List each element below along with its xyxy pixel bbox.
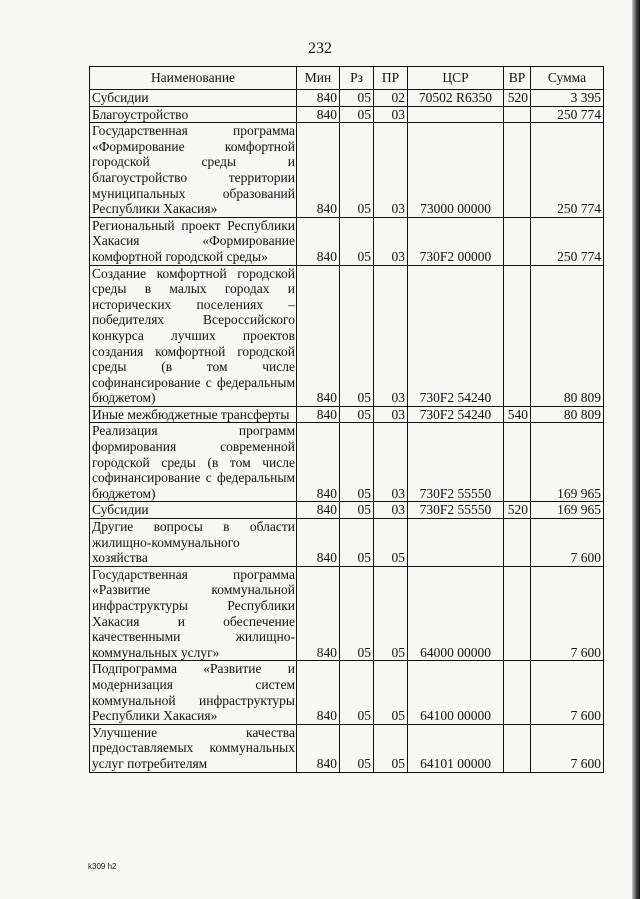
row-rz: 05 [340,519,374,567]
row-pr: 02 [374,90,408,107]
table-header-row [90,67,604,90]
row-vr [504,566,531,661]
row-rz: 05 [340,661,374,724]
row-pr: 05 [374,566,408,661]
header-min: Мин [297,67,340,90]
row-sum: 7 600 [531,566,604,661]
row-pr: 03 [374,106,408,123]
row-rz: 05 [340,217,374,265]
row-sum: 80 809 [531,265,604,406]
table-row [90,106,604,123]
table-row [90,519,604,567]
row-csr: 730F2 55550 [408,423,504,502]
row-vr [504,106,531,123]
row-csr: 730F2 54240 [408,265,504,406]
header-pr: ПР [374,67,408,90]
row-sum: 169 965 [531,423,604,502]
row-min: 840 [297,217,340,265]
table-row [90,406,604,423]
row-rz: 05 [340,106,374,123]
row-sum: 7 600 [531,724,604,772]
row-csr: 70502 R6350 [408,90,504,107]
table-row [90,123,604,218]
budget-table [89,66,604,773]
row-rz: 05 [340,423,374,502]
row-vr [504,423,531,502]
row-sum: 250 774 [531,106,604,123]
row-min: 840 [297,106,340,123]
row-vr [504,519,531,567]
row-rz: 05 [340,502,374,519]
header-csr: ЦСР [408,67,504,90]
header-rz: Рз [340,67,374,90]
row-sum: 250 774 [531,217,604,265]
row-vr: 520 [504,90,531,107]
row-name: Улучшение качества предоставляемых коммунальных услуг потребителям [90,724,297,772]
row-min: 840 [297,502,340,519]
table-row [90,724,604,772]
table-row [90,502,604,519]
row-vr [504,661,531,724]
row-csr: 730F2 00000 [408,217,504,265]
row-name: Создание комфортной городской среды в малых городах и исторических поселениях – победителях Всероссийского конкурса лучших проектов создания комфортной городской среды (в том числе софинансирование с федеральным бюджетом) [90,265,297,406]
row-sum: 250 774 [531,123,604,218]
row-pr: 03 [374,265,408,406]
row-sum: 169 965 [531,502,604,519]
footer-code: k309 h2 [88,862,117,871]
row-csr: 730F2 54240 [408,406,504,423]
row-sum: 80 809 [531,406,604,423]
row-vr [504,724,531,772]
table-row [90,661,604,724]
row-min: 840 [297,265,340,406]
row-sum: 3 395 [531,90,604,107]
row-csr: 73000 00000 [408,123,504,218]
row-rz: 05 [340,566,374,661]
row-min: 840 [297,90,340,107]
row-rz: 05 [340,123,374,218]
row-name: Государственная программа «Формирование комфортной городской среды и благоустройство территории муниципальных образований Республики Хакасия» [90,123,297,218]
table-row [90,265,604,406]
row-pr: 05 [374,519,408,567]
row-rz: 05 [340,724,374,772]
row-pr: 05 [374,724,408,772]
row-name: Субсидии [90,502,297,519]
table-row [90,90,604,107]
row-vr: 540 [504,406,531,423]
row-min: 840 [297,406,340,423]
table-row [90,423,604,502]
row-min: 840 [297,423,340,502]
header-vr: ВР [504,67,531,90]
row-name: Другие вопросы в области жилищно-коммунального хозяйства [90,519,297,567]
row-name: Подпрограмма «Развитие и модернизация систем коммунальной инфраструктуры Республики Хакасия» [90,661,297,724]
table-row [90,566,604,661]
row-pr: 03 [374,502,408,519]
row-rz: 05 [340,265,374,406]
row-name: Благоустройство [90,106,297,123]
page-number: 232 [308,40,332,57]
row-vr [504,265,531,406]
row-csr: 64100 00000 [408,661,504,724]
row-pr: 03 [374,406,408,423]
row-sum: 7 600 [531,661,604,724]
header-name: Наименование [90,67,297,90]
row-min: 840 [297,661,340,724]
table-row [90,217,604,265]
row-min: 840 [297,724,340,772]
row-min: 840 [297,566,340,661]
scan-edge [632,0,640,899]
row-vr [504,217,531,265]
row-csr: 64101 00000 [408,724,504,772]
row-csr: 730F2 55550 [408,502,504,519]
row-csr [408,106,504,123]
row-vr [504,123,531,218]
row-sum: 7 600 [531,519,604,567]
row-rz: 05 [340,406,374,423]
row-pr: 03 [374,423,408,502]
header-sum: Сумма [531,67,604,90]
row-pr: 03 [374,217,408,265]
row-name: Реализация программ формирования современной городской среды (в том числе софинансирование с федеральным бюджетом) [90,423,297,502]
row-rz: 05 [340,90,374,107]
row-name: Региональный проект Республики Хакасия «Формирование комфортной городской среды» [90,217,297,265]
row-vr: 520 [504,502,531,519]
row-name: Иные межбюджетные трансферты [90,406,297,423]
row-min: 840 [297,123,340,218]
row-name: Субсидии [90,90,297,107]
row-csr [408,519,504,567]
row-pr: 05 [374,661,408,724]
row-min: 840 [297,519,340,567]
row-name: Государственная программа «Развитие коммунальной инфраструктуры Республики Хакасия и обеспечение качественными жилищно-коммунальных услуг» [90,566,297,661]
row-pr: 03 [374,123,408,218]
row-csr: 64000 00000 [408,566,504,661]
